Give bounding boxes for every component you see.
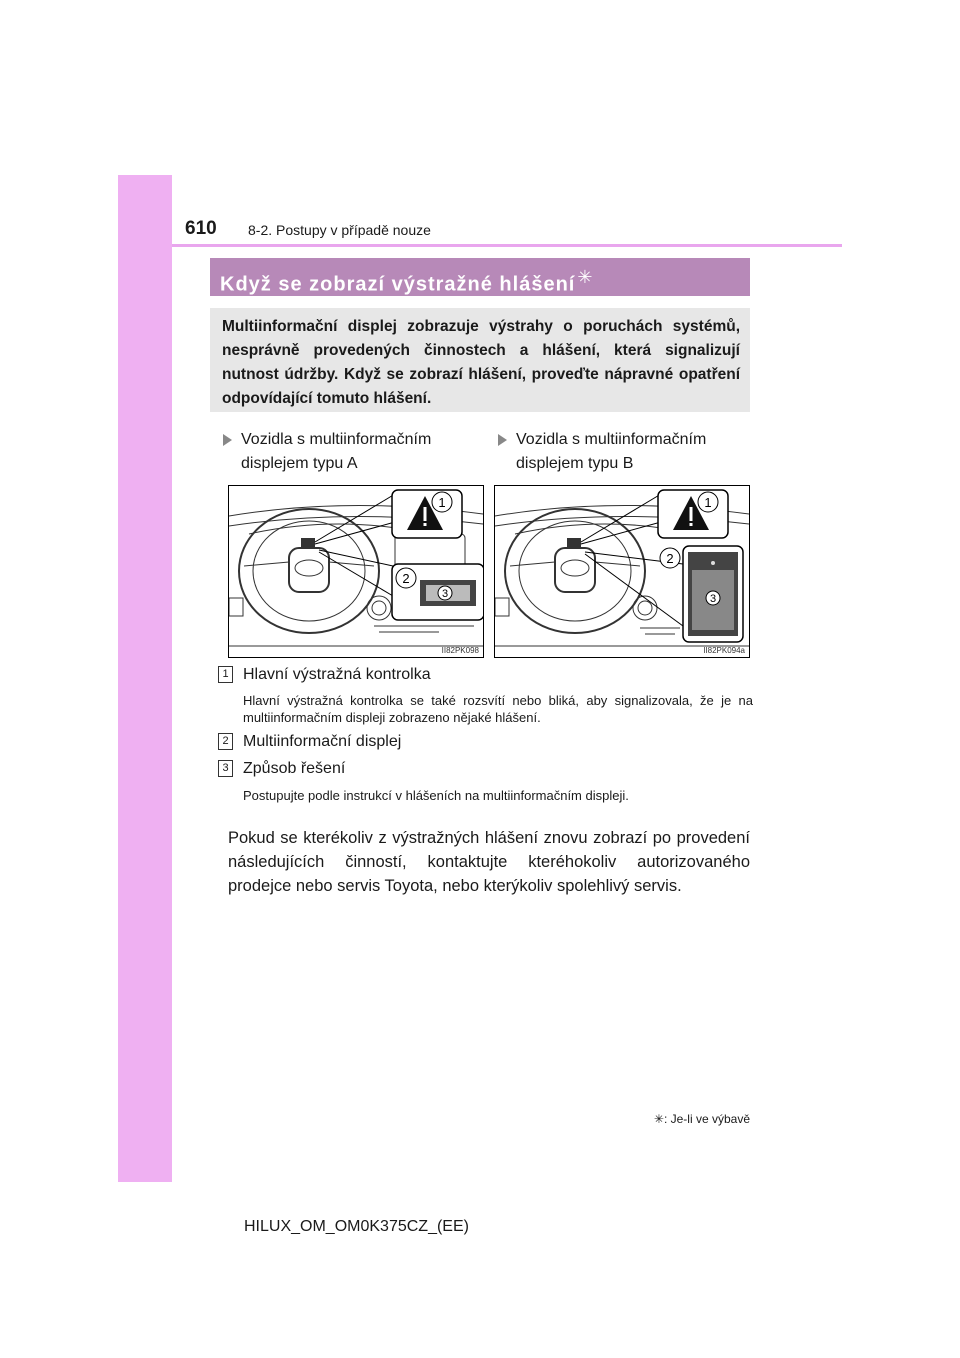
- callout-number-2: 2: [666, 551, 674, 566]
- triangle-bullet-icon: [498, 434, 507, 446]
- callout-number-3: 3: [441, 588, 449, 600]
- legend-number-3: 3: [218, 760, 233, 777]
- variant-a-heading: [223, 428, 453, 476]
- legend-label-2: Multiinformační displej: [243, 733, 402, 750]
- figure-code-b: II82PK094a: [703, 646, 745, 655]
- section-title: [210, 258, 750, 296]
- figure-type-b: [494, 485, 750, 658]
- legend-item-2: [218, 733, 401, 751]
- footnote-text: : Je-li ve výbavě: [663, 1112, 750, 1126]
- callout-number-1: 1: [438, 495, 446, 510]
- triangle-bullet-icon: [223, 434, 232, 446]
- legend-note-1: Hlavní výstražná kontrolka se také rozsvítí nebo bliká, aby signalizovala, že je na multiinformačním displeji zobrazeno nějaké hlášení.: [243, 693, 753, 725]
- legend-number-2: 2: [218, 733, 233, 750]
- footnote-asterisk-icon: ✳: [653, 1112, 664, 1126]
- breadcrumb: 8-2. Postupy v případě nouze: [248, 222, 431, 238]
- intro-box: Multiinformační displej zobrazuje výstrahy o poruchách systémů, nesprávně provedených činnostech a hlášení, která signalizují nutnost údržby. Když se zobrazí hlášení, proveďte nápravné opatření odpovídající tomuto hlášení.: [210, 308, 750, 412]
- legend-label-3: Způsob řešení: [243, 760, 346, 777]
- section-title-text: Když se zobrazí výstražné hlášení: [220, 273, 576, 296]
- dashboard-illustration-b: [495, 486, 749, 657]
- page-number: 610: [185, 218, 217, 239]
- footnote: [654, 1112, 750, 1126]
- figure-type-a: [228, 485, 484, 658]
- variant-a-label: Vozidla s multiinformačním displejem typu A: [241, 431, 432, 472]
- callout-number-2: 2: [402, 571, 410, 586]
- variant-b-heading: [498, 428, 728, 476]
- legend-label-1: Hlavní výstražná kontrolka: [243, 666, 431, 683]
- callout-number-1: 1: [704, 495, 712, 510]
- header-rule: [172, 244, 842, 247]
- figure-code-a: II82PK098: [441, 646, 479, 655]
- footer-document-code: HILUX_OM_OM0K375CZ_(EE): [244, 1218, 469, 1235]
- legend-number-1: 1: [218, 666, 233, 683]
- body-paragraph: Pokud se kterékoliv z výstražných hlášení znovu zobrazí po provedení následujících činností, kontaktujte kteréhokoliv autorizovaného prodejce nebo servis Toyota, nebo kterýkoliv spolehlivý servis.: [228, 829, 750, 895]
- legend-item-3: [218, 760, 345, 778]
- dashboard-illustration-a: [229, 486, 483, 657]
- callout-number-3: 3: [709, 593, 717, 605]
- legend-note-3: Postupujte podle instrukcí v hlášeních na multiinformačním displeji.: [243, 788, 629, 803]
- variant-b-label: Vozidla s multiinformačním displejem typu B: [516, 431, 707, 472]
- legend-item-1: [218, 666, 431, 684]
- asterisk-icon: ✳: [577, 267, 594, 287]
- side-tab-band: [118, 175, 172, 1182]
